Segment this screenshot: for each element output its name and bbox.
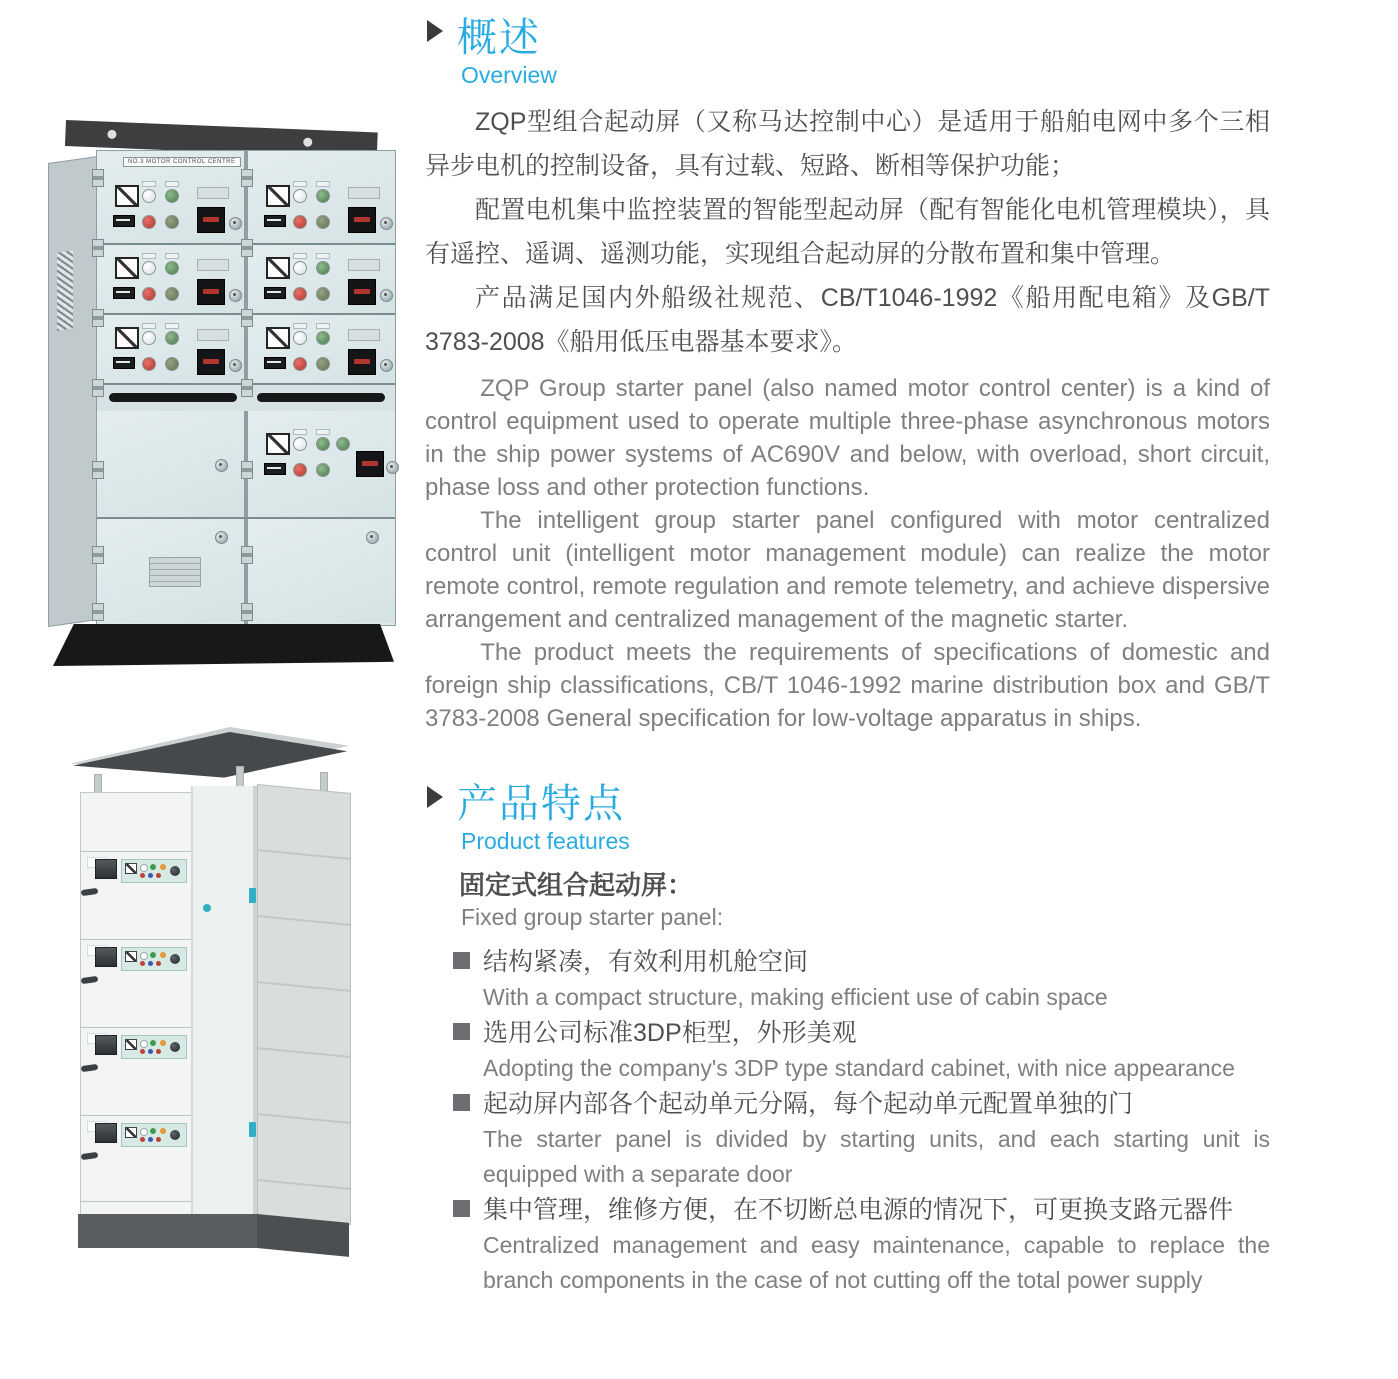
indicator-button-white [142, 261, 156, 275]
toggle-switch-icon [264, 357, 286, 369]
indicator-button-olive [316, 215, 330, 229]
indicator-button-red [140, 1049, 145, 1054]
meter-gauge-icon [266, 185, 290, 207]
door-handle-hook [81, 976, 99, 984]
rotary-switch-icon [197, 349, 225, 375]
indicator-button-olive [165, 287, 179, 301]
control-knob [170, 866, 180, 876]
door-knob [229, 217, 242, 230]
overview-title-zh: 概述 [457, 16, 541, 60]
feature-text-zh: 集中管理，维修方便，在不切断总电源的情况下，可更换支路元器件 [483, 1196, 1234, 1224]
feature-text-en: Centralized management and easy maintenance, capable to replace the branch components in the case of not cutting off the total power supply [483, 1232, 1270, 1293]
indicator-button-green [165, 189, 179, 203]
toggle-switch-icon [113, 287, 135, 299]
toggle-switch-icon [113, 357, 135, 369]
indicator-button-blue [148, 1137, 153, 1142]
indicator-button-orange [160, 864, 166, 870]
control-strip [121, 947, 187, 971]
overview-paragraph-en: ZQP Group starter panel (also named motor control center) is a kind of control equipment used to operate multiple three-phase asynchronous motors in the ship power systems of AC690V and below, with overload, short circuit, phase loss and other protection functions. [425, 375, 1270, 501]
meter-gauge-icon [125, 1039, 137, 1050]
indicator-button-white [293, 331, 307, 345]
control-strip [121, 859, 187, 883]
indicator-button-white [142, 331, 156, 345]
cabinet-front [96, 150, 396, 626]
lock-knob-icon [203, 904, 211, 912]
indicator-button-red [293, 357, 307, 371]
indicator-button-red [293, 463, 307, 477]
feature-list [425, 944, 1270, 1298]
door-hinge [92, 239, 104, 257]
overview-paragraph-en: The product meets the requirements of specifications of domestic and foreign ship classifications, CB/T 1046-1992 marine distribution box and GB/T 3783-2008 General specification for low-voltage apparatus in ships. [425, 639, 1270, 732]
door-controls [97, 245, 244, 313]
section-marker-icon [427, 20, 443, 42]
bullet-square-icon [453, 1023, 470, 1040]
door-controls [97, 315, 244, 383]
indicator-button-red [156, 1049, 161, 1054]
cabinet-base [78, 1214, 259, 1248]
indicator-button-olive [165, 357, 179, 371]
overview-body [425, 100, 1270, 735]
features-title-en: Product features [461, 828, 630, 854]
cabinet-side-panel [48, 156, 98, 627]
feature-text-zh: 选用公司标准3DP柜型，外形美观 [483, 1019, 857, 1047]
cabinet-photo-1 [44, 110, 396, 666]
feature-item [425, 1086, 1270, 1192]
indicator-button-red [293, 287, 307, 301]
feature-item [425, 1192, 1270, 1298]
latch-icon [249, 1122, 256, 1137]
features-title-zh: 产品特点 [457, 782, 625, 826]
door-hinge [92, 461, 104, 479]
starter-unit-column [80, 792, 192, 1216]
label-plate [348, 259, 380, 271]
feature-text-en: Adopting the company's 3DP type standard cabinet, with nice appearance [483, 1055, 1235, 1081]
indicator-button-green [316, 463, 330, 477]
indicator-button-orange [160, 952, 166, 958]
features-subtitle-zh: 固定式组合起动屏： [459, 870, 694, 900]
overview-paragraph-zh: 配置电机集中监控装置的智能型起动屏（配有智能化电机管理模块），具有遥控、遥调、遥测功能，实现组合起动屏的分散布置和集中管理。 [425, 196, 1270, 268]
label-plate [197, 329, 229, 341]
vent-louver-icon [57, 251, 73, 331]
indicator-button-red [156, 961, 161, 966]
indicator-button-green [150, 864, 156, 870]
rotary-switch-icon [348, 349, 376, 375]
rotary-switch-icon [348, 279, 376, 305]
indicator-button-red [140, 1137, 145, 1142]
door-controls [248, 245, 395, 313]
indicator-button-red [293, 215, 307, 229]
meter-gauge-icon [266, 433, 290, 455]
button-label [142, 181, 156, 187]
door-hinge [92, 603, 104, 621]
overview-paragraph-en: The intelligent group starter panel configured with motor centralized control unit (intelligent motor management module) can realize the motor remote control, remote regulation and remote telemetry, and achieve dispersive arrangement and centralized management of the magnetic starter. [425, 507, 1270, 633]
section-marker-icon [427, 786, 443, 808]
door-knob [215, 531, 228, 544]
door-knob [386, 461, 399, 474]
button-label [142, 323, 156, 329]
starter-unit-door [97, 245, 244, 313]
meter-gauge-icon [125, 863, 137, 874]
indicator-button-green [165, 331, 179, 345]
starter-unit-door [248, 411, 395, 517]
label-plate [197, 259, 229, 271]
starter-unit-door [97, 151, 244, 243]
door-handle-bar [257, 393, 385, 402]
blank-door [248, 519, 395, 623]
cabinet-photo-2 [68, 720, 352, 1248]
door-knob [366, 531, 379, 544]
door-hinge [92, 546, 104, 564]
door-knob [229, 289, 242, 302]
indicator-button-olive [316, 287, 330, 301]
door-hinge [241, 239, 253, 257]
button-label [165, 323, 179, 329]
button-label [316, 323, 330, 329]
meter-gauge-icon [115, 327, 139, 349]
toggle-switch-icon [113, 215, 135, 227]
door-knob [229, 359, 242, 372]
rotary-switch-icon [95, 947, 117, 967]
features-body [425, 868, 1270, 1298]
rotary-switch-icon [197, 279, 225, 305]
toggle-switch-icon [264, 215, 286, 227]
bolt-hole-icon [107, 130, 116, 139]
rotary-switch-icon [95, 859, 117, 879]
button-label [316, 181, 330, 187]
feature-item [425, 944, 1270, 1015]
door-knob [215, 459, 228, 472]
starter-unit-door [248, 315, 395, 383]
meter-gauge-icon [266, 327, 290, 349]
door-hinge [92, 309, 104, 327]
overview-paragraph-zh: 产品满足国内外船级社规范、CB/T1046-1992《船用配电箱》及GB/T 3783-2008《船用低压电器基本要求》。 [425, 284, 1270, 356]
indicator-button-green [316, 331, 330, 345]
door-seam [81, 851, 191, 852]
feature-text-en: With a compact structure, making efficient use of cabin space [483, 984, 1108, 1010]
button-label [165, 181, 179, 187]
door-knob [380, 217, 393, 230]
rating-nameplate [149, 557, 201, 587]
rotary-switch-icon [95, 1123, 117, 1143]
meter-gauge-icon [125, 1127, 137, 1138]
indicator-button-olive [165, 215, 179, 229]
toggle-switch-icon [264, 287, 286, 299]
overview-title-en: Overview [461, 62, 557, 88]
control-knob [170, 1042, 180, 1052]
starter-unit-door [248, 245, 395, 313]
meter-gauge-icon [125, 951, 137, 962]
cabinet-base [46, 624, 394, 666]
button-label [293, 253, 307, 259]
indicator-button-red [140, 961, 145, 966]
indicator-button-blue [148, 873, 153, 878]
indicator-button-green [316, 261, 330, 275]
bullet-square-icon [453, 952, 470, 969]
meter-gauge-icon [115, 185, 139, 207]
center-door [191, 786, 259, 1214]
latch-icon [249, 888, 256, 903]
blank-door [97, 411, 244, 517]
control-knob [170, 954, 180, 964]
label-plate [348, 329, 380, 341]
button-label [293, 429, 307, 435]
feature-item [425, 1015, 1270, 1086]
door-controls [248, 315, 395, 383]
indicator-button-green [150, 952, 156, 958]
features-subtitle-en: Fixed group starter panel: [461, 904, 724, 930]
indicator-button-red [156, 873, 161, 878]
blank-door [97, 519, 244, 623]
door-seam [81, 1201, 191, 1202]
indicator-button-blue [148, 961, 153, 966]
control-knob [170, 1130, 180, 1140]
door-handle-hook [81, 1064, 99, 1072]
label-plate [197, 187, 229, 199]
button-label [165, 253, 179, 259]
indicator-button-white [140, 864, 148, 872]
door-knob [380, 289, 393, 302]
door-hinge [241, 379, 253, 397]
feature-text-zh: 结构紧凑，有效利用机舱空间 [483, 948, 809, 976]
door-hinge [92, 169, 104, 187]
rotary-switch-icon [348, 207, 376, 233]
door-hinge [241, 169, 253, 187]
door-handle-hook [81, 1152, 99, 1160]
control-strip [121, 1035, 187, 1059]
indicator-button-green [150, 1128, 156, 1134]
bolt-hole-icon [303, 138, 312, 147]
meter-gauge-icon [266, 257, 290, 279]
button-label [293, 181, 307, 187]
door-hinge [241, 546, 253, 564]
bullet-square-icon [453, 1200, 470, 1217]
indicator-button-white [140, 1128, 148, 1136]
door-hinge [92, 379, 104, 397]
starter-unit-door [248, 151, 395, 243]
indicator-button-white [140, 952, 148, 960]
door-knob [380, 359, 393, 372]
indicator-button-white [142, 189, 156, 203]
side-panel [257, 784, 351, 1225]
indicator-button-green [150, 1040, 156, 1046]
door-seam [81, 939, 191, 940]
door-hinge [241, 309, 253, 327]
toggle-switch-icon [264, 463, 286, 475]
indicator-button-white [293, 189, 307, 203]
door-handle-bar [109, 393, 237, 402]
label-plate [348, 187, 380, 199]
button-label [316, 253, 330, 259]
starter-unit-door [97, 315, 244, 383]
indicator-button-olive [316, 357, 330, 371]
meter-gauge-icon [115, 257, 139, 279]
button-label [293, 323, 307, 329]
overview-paragraph-zh: ZQP型组合起动屏（又称马达控制中心）是适用于船舶电网中多个三相异步电机的控制设备，具有过载、短路、断相等保护功能； [425, 108, 1270, 180]
button-label [142, 253, 156, 259]
indicator-button-green [316, 437, 330, 451]
indicator-button-red [142, 287, 156, 301]
door-seam [81, 1027, 191, 1028]
rotary-switch-icon [197, 207, 225, 233]
indicator-button-white [293, 261, 307, 275]
indicator-button-white [293, 437, 307, 451]
indicator-button-green [165, 261, 179, 275]
door-seam [81, 1115, 191, 1116]
indicator-button-orange [160, 1128, 166, 1134]
indicator-button-white [140, 1040, 148, 1048]
cabinet-nameplate-label: NO.3 MOTOR CONTROL CENTRE [123, 157, 241, 167]
indicator-button-red [140, 873, 145, 878]
button-label [316, 429, 330, 435]
indicator-button-green [316, 189, 330, 203]
door-handle-hook [81, 888, 99, 896]
indicator-button-red [142, 357, 156, 371]
door-controls [248, 421, 395, 527]
bullet-square-icon [453, 1094, 470, 1111]
indicator-button-blue [148, 1049, 153, 1054]
indicator-button-red [142, 215, 156, 229]
feature-text-zh: 起动屏内部各个起动单元分隔，每个起动单元配置单独的门 [483, 1090, 1134, 1118]
feature-text-en: The starter panel is divided by starting units, and each starting unit is equipped with a separate door [483, 1126, 1270, 1187]
indicator-button-orange [160, 1040, 166, 1046]
door-row [97, 151, 395, 245]
indicator-button-green [336, 437, 350, 451]
door-hinge [241, 461, 253, 479]
indicator-button-red [156, 1137, 161, 1142]
door-hinge [241, 603, 253, 621]
control-strip [121, 1123, 187, 1147]
rotary-switch-icon [356, 451, 384, 477]
rotary-switch-icon [95, 1035, 117, 1055]
